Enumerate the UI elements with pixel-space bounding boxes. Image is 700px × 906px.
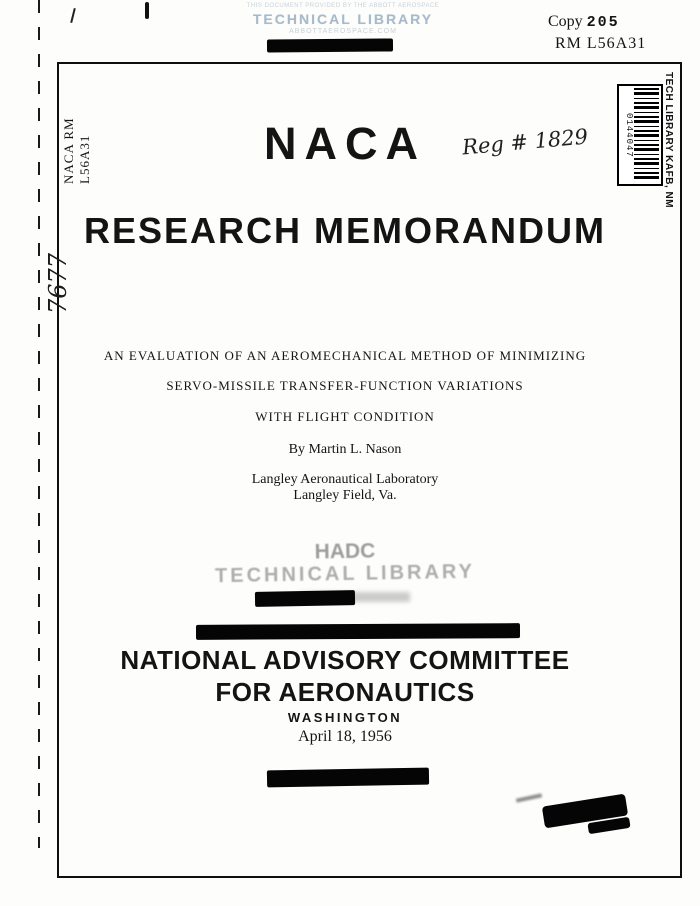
redaction-bar-middle <box>196 623 520 640</box>
paper-title-line1: AN EVALUATION OF AN AEROMECHANICAL METHOD OF MINIMIZING <box>103 348 587 363</box>
watermark-provider-text: THIS DOCUMENT PROVIDED BY THE ABBOTT AEROSPACE <box>246 3 440 9</box>
watermark <box>228 3 458 37</box>
author-byline: By Martin L. Nason <box>288 442 402 457</box>
paper-title-line3: WITH FLIGHT CONDITION <box>255 409 435 424</box>
handwritten-registration: Reg # 1829 <box>461 124 589 160</box>
affiliation-line1: Langley Aeronautical Laboratory <box>251 472 439 487</box>
copy-label: Copy <box>548 13 583 30</box>
publication-location: WASHINGTON <box>287 710 403 725</box>
organization-line1: NATIONAL ADVISORY COMMITTEE <box>120 645 570 675</box>
center-stamp-line1: HADC <box>314 539 376 564</box>
spine-report-id: NACA RM L56A31 <box>61 117 92 184</box>
agency-title: NACA <box>264 118 426 169</box>
barcode-number: 0144047 <box>624 112 634 158</box>
document-type-title: RESEARCH MEMORANDUM <box>84 210 606 251</box>
report-number: RM L56A31 <box>555 35 647 52</box>
affiliation-line2: Langley Field, Va. <box>293 488 397 503</box>
copy-line <box>548 13 620 31</box>
scan-mark-small <box>70 8 76 23</box>
paper-title-line2: SERVO-MISSILE TRANSFER-FUNCTION VARIATIONS <box>166 378 524 393</box>
scan-mark-top <box>145 2 149 19</box>
page-border-frame <box>57 62 682 878</box>
handwritten-margin-number: 7677 <box>44 252 72 314</box>
library-stamp-vertical-text: TECH LIBRARY KAFB, NM <box>663 72 674 209</box>
redaction-bar-lower <box>267 768 429 788</box>
watermark-title: TECHNICAL LIBRARY <box>252 10 434 27</box>
watermark-url: ABBOTTAEROSPACE.COM <box>289 28 397 35</box>
redaction-bar-top <box>267 38 393 52</box>
publication-date: April 18, 1956 <box>298 728 392 745</box>
center-stamp-line2: TECHNICAL LIBRARY <box>214 560 476 588</box>
redaction-bar-stamp <box>255 590 355 607</box>
copy-number: 205 <box>586 14 620 31</box>
organization-line2: FOR AERONAUTICS <box>215 677 475 707</box>
